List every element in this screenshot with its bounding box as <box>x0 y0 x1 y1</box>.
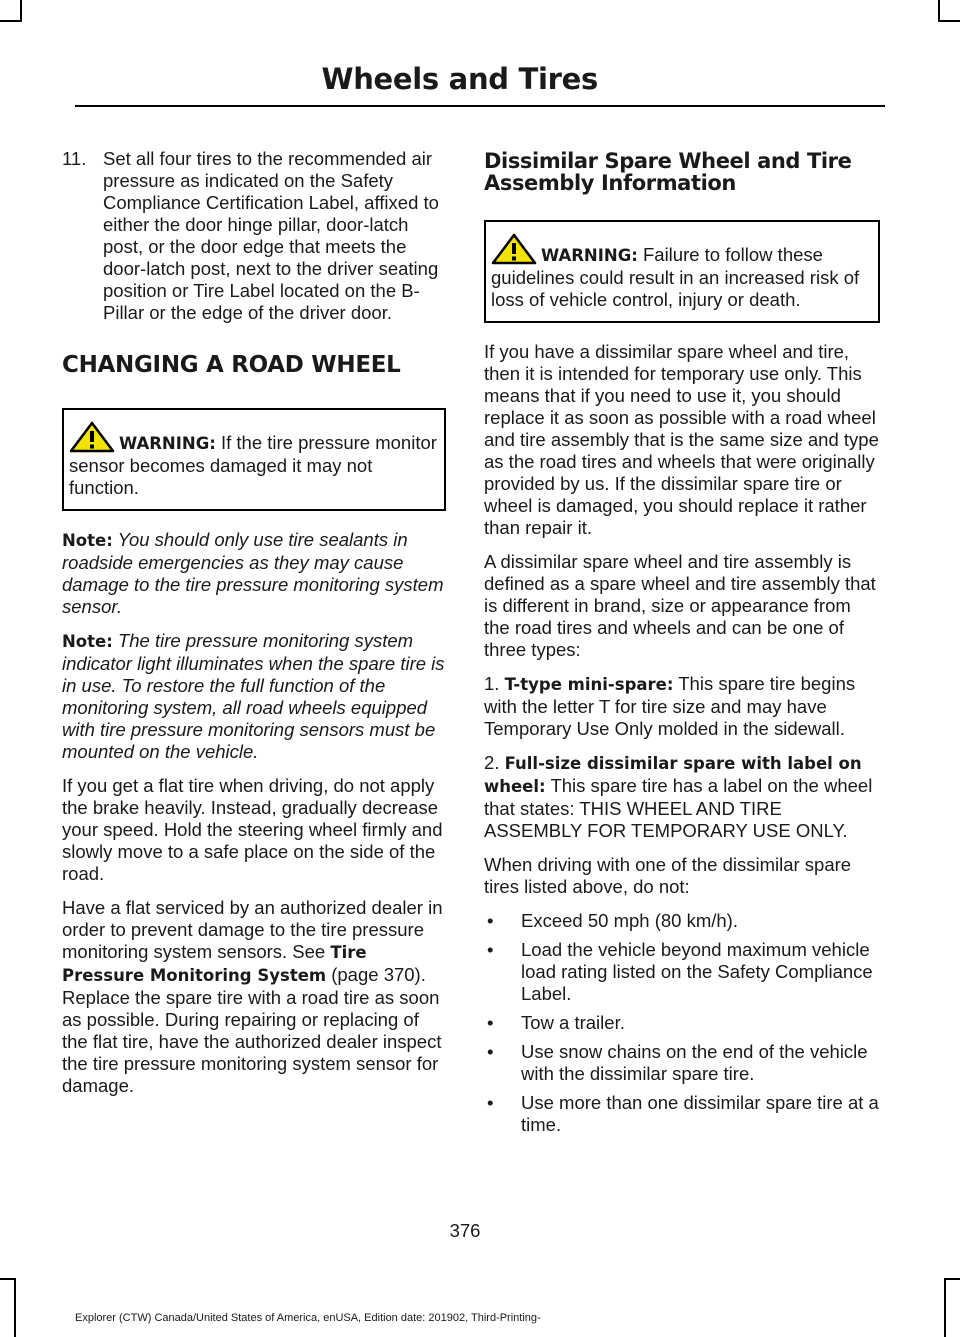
spare-type-2 <box>484 752 880 842</box>
warning-triangle-icon <box>491 233 537 265</box>
step-text: Set all four tires to the recommended air pressure as indicated on the Safety Compliance Certification Label, affixed to either the door hinge pillar, door-latch post, or the door edge that meets the door-latch post, next to the driver seating position or Tire Label located on the B-Pillar or the edge of the driver door. <box>103 148 439 323</box>
crop-mark <box>14 1278 16 1337</box>
warning-label: WARNING: <box>119 434 216 453</box>
section-heading: CHANGING A ROAD WHEEL <box>62 352 401 378</box>
type-label: T-type mini-spare: <box>504 675 674 694</box>
paragraph: A dissimilar spare wheel and tire assembly is defined as a spare wheel and tire assembly that is different in brand, size or appearance from the road tires and wheels and can be one of three types: <box>484 551 876 660</box>
type-label: Full-size dissimilar spare with label on wheel: <box>484 754 862 796</box>
list-item: • Use more than one dissimilar spare tire at a time. <box>484 1092 880 1136</box>
warning-text: Failure to follow these guidelines could result in an increased risk of loss of vehicle control, injury or death. <box>491 244 860 310</box>
paragraph: When driving with one of the dissimilar spare tires listed above, do not: <box>484 854 852 897</box>
cross-reference-link[interactable]: Tire Pressure Monitoring System <box>62 943 367 985</box>
page-header-title: Wheels and Tires <box>321 62 598 96</box>
warning-triangle-icon <box>69 421 115 453</box>
right-column <box>484 148 880 1143</box>
restriction-list <box>484 910 880 1136</box>
warning-box <box>62 408 446 511</box>
note <box>62 630 446 763</box>
warning-text: If the tire pressure monitor sensor becomes damaged it may not function. <box>69 432 437 498</box>
crop-mark <box>20 0 22 22</box>
list-item: • Exceed 50 mph (80 km/h). <box>484 910 880 932</box>
note <box>62 529 446 618</box>
type-number: 1. <box>484 673 505 694</box>
paragraph-text: (page 370). Replace the spare tire with a road tire as soon as possible. During repairing or replacing of the flat tire, have the authorized dealer inspect the tire pressure monitoring system sensor for damage. <box>62 964 442 1096</box>
section-heading: Dissimilar Spare Wheel and Tire Assembly Information <box>484 149 852 195</box>
spare-type-1 <box>484 673 880 740</box>
list-item: • Tow a trailer. <box>484 1012 880 1034</box>
crop-mark <box>938 20 960 22</box>
list-item: • Use snow chains on the end of the vehicle with the dissimilar spare tire. <box>484 1041 880 1085</box>
paragraph-text: Have a flat serviced by an authorized dealer in order to prevent damage to the tire pressure monitoring system sensors. See <box>62 897 443 962</box>
crop-mark <box>938 0 940 22</box>
type-text: This spare tire has a label on the wheel that states: THIS WHEEL AND TIRE ASSEMBLY FOR TEMPORARY USE ONLY. <box>484 775 873 841</box>
note-label: Note: <box>62 632 113 651</box>
warning-box <box>484 220 880 323</box>
crop-mark <box>0 20 22 22</box>
crop-mark <box>944 1278 960 1280</box>
footer-text: Explorer (CTW) Canada/United States of America, enUSA, Edition date: 201902, Third-Printing- <box>75 1312 541 1324</box>
step-number: 11. <box>62 148 87 169</box>
type-text: This spare tire begins with the letter T for tire size and may have Temporary Use Only molded in the sidewall. <box>484 673 856 739</box>
warning-label: WARNING: <box>541 246 638 265</box>
note-label: Note: <box>62 531 113 550</box>
type-number: 2. <box>484 752 505 773</box>
left-column <box>62 148 446 1109</box>
paragraph <box>62 897 446 1097</box>
step-11 <box>62 148 446 324</box>
note-text: You should only use tire sealants in roadside emergencies as they may cause damage to the tire pressure monitoring system sensor. <box>62 529 444 617</box>
crop-mark <box>944 1278 946 1337</box>
list-item: • Load the vehicle beyond maximum vehicle load rating listed on the Safety Compliance Label. <box>484 939 880 1005</box>
page-number: 376 <box>449 1220 481 1241</box>
header-rule <box>75 105 885 107</box>
note-text: The tire pressure monitoring system indicator light illuminates when the spare tire is in use. To restore the full function of the monitoring system, all road wheels equipped with tire pressure monitoring sensors must be mounted on the vehicle. <box>62 630 445 762</box>
paragraph: If you get a flat tire when driving, do not apply the brake heavily. Instead, gradually decrease your speed. Hold the steering wheel firmly and slowly move to a safe place on the side of the road. <box>62 775 443 884</box>
crop-mark <box>0 1278 16 1280</box>
paragraph: If you have a dissimilar spare wheel and tire, then it is intended for temporary use only. This means that if you need to use it, you should replace it as soon as possible with a road wheel and tire assembly that is the same size and type as the road tires and wheels that were originally provided by us. If the dissimilar spare tire or wheel is damaged, you should replace it rather than repair it. <box>484 341 879 538</box>
